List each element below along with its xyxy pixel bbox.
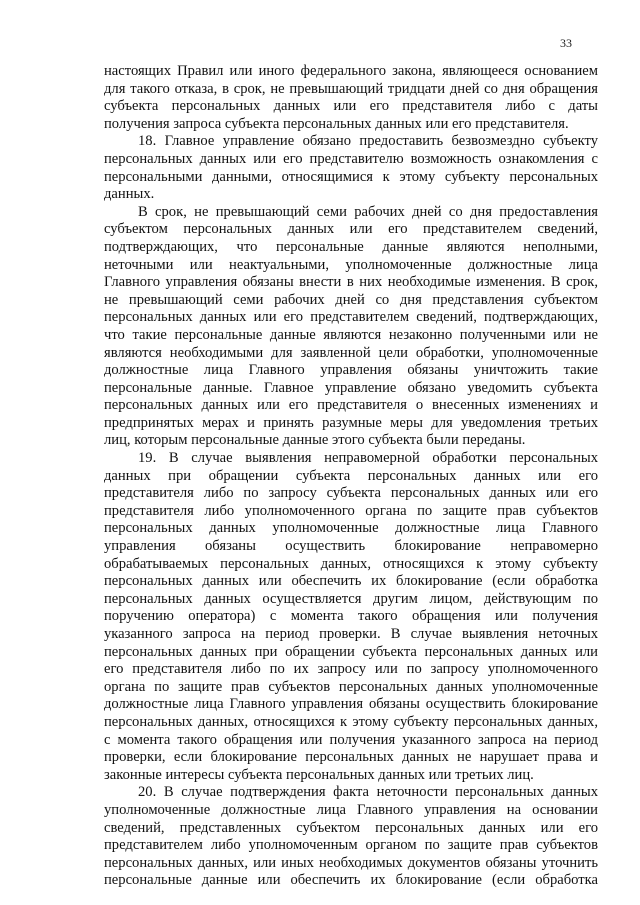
text-line: уполномоченные должностные лица Главного управления на основании [104,801,598,818]
text-line: персональных данных, или иных необходимых документов обязаны уточнить [104,854,598,871]
text-line: персональных данных уполномоченные должностные лица Главного [104,520,598,537]
text-line: персональные данные. Главное управление обязано уведомить субъекта [104,379,598,396]
text-line: субъекта персональных данных или его представителя либо с даты [104,98,598,115]
body-text [104,63,598,890]
text-line: законные интересы субъекта персональных данных или третьих лиц. [104,766,534,783]
text-line: Главного управления обязаны внести в них необходимые изменения. В срок, [104,274,598,291]
text-line: данных. [104,186,155,203]
text-line: лиц, которым персональные данные этого субъекта были переданы. [104,432,526,449]
text-line: персональных данных при обращении субъекта персональных данных или [104,643,598,660]
text-line: с момента такого обращения или получения указанного запроса на период [104,731,598,748]
text-line: поручению оператора) с момента такого обращения или получения [104,608,598,625]
text-line: получения запроса субъекта персональных данных или его представителя. [104,115,569,132]
text-line: персональных данных или обеспечить их блокирование (если обработка [104,573,598,590]
text-line: 18. Главное управление обязано предоставить безвозмездно субъекту [138,133,598,150]
text-line: предпринятых мерах и принять разумные меры для уведомления третьих [104,414,598,431]
text-line: неточными или неактуальными, уполномоченные должностные лица [104,256,598,273]
text-line: указанного запроса на период проверки. В случае выявления неточных [104,626,598,642]
text-line: представителя либо по запросу субъекта персональных данных или его [104,485,598,502]
text-line: должностные лица Главного управления обязаны уничтожить такие [104,362,598,379]
text-line: субъектом персональных данных или его представителем сведений, [104,221,598,238]
text-line: органа по защите прав субъектов персональных данных уполномоченные [104,678,598,695]
text-line: подтверждающих, что персональные данные являются неполными, [104,238,598,255]
text-line: представителем либо уполномоченным органом по защите прав субъектов [104,837,598,854]
text-line: обрабатываемых персональных данных, относящихся к этому субъекту [104,555,598,572]
text-line: проверки, если блокирование персональных данных не нарушает права и [104,749,598,766]
text-line: настоящих Правил или иного федерального закона, являющееся основанием [104,63,598,79]
text-line: для такого отказа, в срок, не превышающий тридцати дней со дня обращения [104,80,598,97]
text-line: управления обязаны осуществить блокирование неправомерно [104,538,598,555]
text-line: являются необходимыми для заявленной цели обработки, уполномоченные [104,344,598,361]
text-line: персональных данных, относящихся к этому субъекту персональных данных, [104,713,598,730]
text-line: персональных данных или его представителем сведений, подтверждающих, [104,309,598,326]
text-line: должностные лица Главного управления обязаны осуществить блокирование [104,696,598,713]
text-line: не превышающий семи рабочих дней со дня представления субъектом [104,291,598,308]
page-number: 33 [560,36,572,50]
text-line: его представителя либо по их запросу или по запросу уполномоченного [104,661,598,678]
text-line: что такие персональные данные являются незаконно полученными или не [104,326,598,343]
text-line: персональных данных или его представителю возможность ознакомления с [104,150,598,167]
text-line: представителя либо уполномоченного органа по защите прав субъектов [104,502,598,519]
text-line: В срок, не превышающий семи рабочих дней со дня предоставления [138,203,598,220]
text-line: данных при обращении субъекта персональных данных или его [104,467,598,484]
text-line: сведений, представленных субъектом персональных данных или его [104,819,598,836]
text-line: 20. В случае подтверждения факта неточности персональных данных [138,784,598,801]
text-line: персональными данными, относящимися к этому субъекту персональных [104,168,598,185]
text-line: 19. В случае выявления неправомерной обработки персональных [138,450,598,467]
text-line: персональных данных осуществляется другим лицом, действующим по [104,590,598,607]
text-line: персональных данных или его представителя о внесенных изменениях и [104,397,598,414]
text-line: персональные данные или обеспечить их блокирование (если обработка [104,872,598,889]
